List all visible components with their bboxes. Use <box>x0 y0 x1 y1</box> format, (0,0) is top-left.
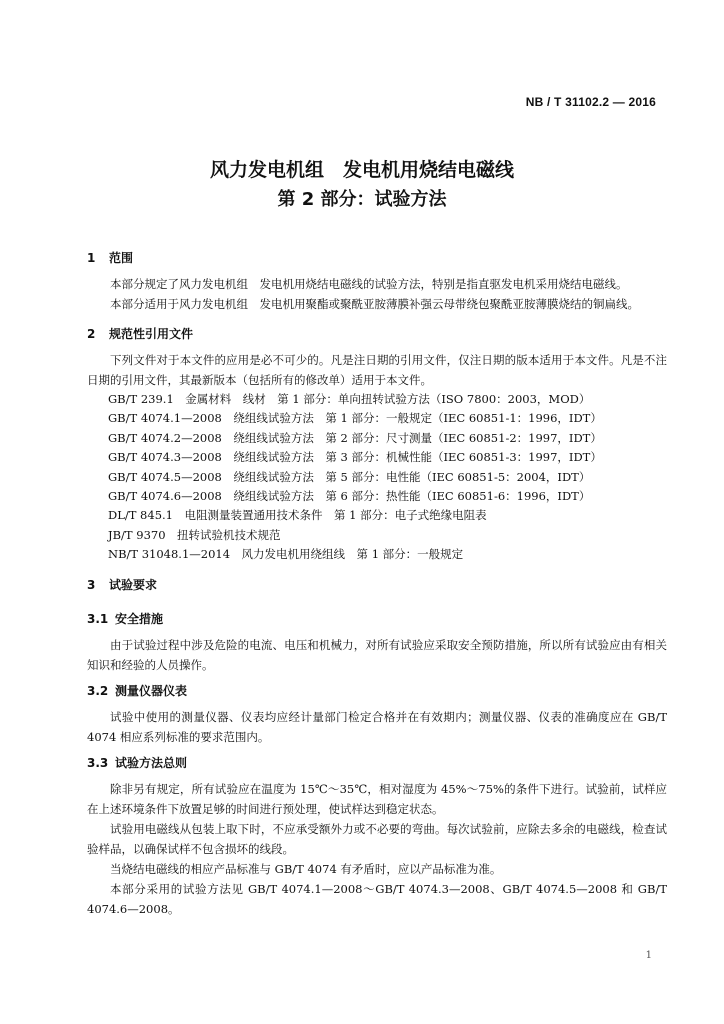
section-heading-1 <box>87 248 667 268</box>
subsection-number: 3.1 <box>87 611 109 626</box>
section-heading-3 <box>87 575 667 595</box>
reference-item: GB/T 4074.6—2008 绕组线试验方法 第 6 部分：热性能（IEC 60851-6：1996，IDT） <box>108 489 591 504</box>
section-heading-2 <box>87 324 667 344</box>
subsection-number: 3.3 <box>87 755 109 770</box>
subsection-title: 试验方法总则 <box>115 755 188 770</box>
reference-item: GB/T 4074.2—2008 绕组线试验方法 第 2 部分：尺寸测量（IEC 60851-2：1997，IDT） <box>108 430 602 445</box>
document-title: 风力发电机组 发电机用烧结电磁线 <box>209 159 514 181</box>
section-number: 1 <box>87 251 96 265</box>
reference-item: GB/T 4074.5—2008 绕组线试验方法 第 5 部分：电性能（IEC 60851-5：2004，IDT） <box>108 469 591 484</box>
reference-item: GB/T 239.1 金属材料 线材 第 1 部分：单向扭转试验方法（ISO 7800：2003，MOD） <box>108 392 591 406</box>
standard-code: NB / T 31102.2 — 2016 <box>525 95 656 109</box>
reference-item: DL/T 845.1 电阻测量装置通用技术条件 第 1 部分：电子式绝缘电阻表 <box>108 508 487 523</box>
section-number: 2 <box>87 327 96 341</box>
paragraph: 由于试验过程中涉及危险的电流、电压和机械力，对所有试验应采取安全预防措施，所以所有试验应由有相关知识和经验的人员操作。 <box>87 637 667 672</box>
subsection-heading-3-3 <box>87 753 667 773</box>
paragraph: 下列文件对于本文件的应用是必不可少的。凡是注日期的引用文件，仅注日期的版本适用于本文件。凡是不注日期的引用文件，其最新版本（包括所有的修改单）适用于本文件。 <box>87 353 667 387</box>
subsection-title: 安全措施 <box>115 611 164 626</box>
reference-item: JB/T 9370 扭转试验机技术规范 <box>108 527 281 542</box>
document-body <box>87 248 667 919</box>
reference-item: GB/T 4074.1—2008 绕组线试验方法 第 1 部分：一般规定（IEC 60851-1：1996，IDT） <box>108 411 602 426</box>
page-number: 1 <box>645 950 652 961</box>
paragraph: 本部分适用于风力发电机组 发电机用聚酯或聚酰亚胺薄膜补强云母带绕包聚酰亚胺薄膜烧结的铜扁线。 <box>110 297 639 311</box>
paragraph: 当烧结电磁线的相应产品标准与 GB/T 4074 有矛盾时，应以产品标准为准。 <box>110 861 502 876</box>
reference-item: GB/T 4074.3—2008 绕组线试验方法 第 3 部分：机械性能（IEC 60851-3：1997，IDT） <box>108 450 602 465</box>
subsection-title: 测量仪器仪表 <box>115 683 188 698</box>
subsection-heading-3-2 <box>87 681 667 701</box>
reference-item: NB/T 31048.1—2014 风力发电机用绕组线 第 1 部分：一般规定 <box>108 547 464 562</box>
section-title: 范围 <box>109 251 134 265</box>
paragraph: 试验用电磁线从包装上取下时，不应承受额外力或不必要的弯曲。每次试验前，应除去多余的电磁线，检查试验样品，以确保试样不包含损坏的线段。 <box>87 821 667 856</box>
document-subtitle: 第 2 部分：试验方法 <box>277 189 447 210</box>
section-number: 3 <box>87 577 96 592</box>
paragraph: 本部分采用的试验方法见 GB/T 4074.1—2008～GB/T 4074.3—2008、GB/T 4074.5—2008 和 GB/T 4074.6—2008。 <box>87 881 667 916</box>
paragraph: 除非另有规定，所有试验应在温度为 15℃～35℃，相对湿度为 45%～75%的条件下进行。试验前，试样应在上述环境条件下放置足够的时间进行预处理，使试样达到稳定状态。 <box>87 781 667 816</box>
section-title: 规范性引用文件 <box>109 327 194 341</box>
subsection-heading-3-1 <box>87 609 667 629</box>
paragraph: 本部分规定了风力发电机组 发电机用烧结电磁线的试验方法，特别是指直驱发电机采用烧结电磁线。 <box>110 277 628 291</box>
section-title: 试验要求 <box>109 577 158 592</box>
subsection-number: 3.2 <box>87 683 109 698</box>
paragraph: 试验中使用的测量仪器、仪表均应经计量部门检定合格并在有效期内；测量仪器、仪表的准确度应在 GB/T 4074 相应系列标准的要求范围内。 <box>87 709 667 744</box>
